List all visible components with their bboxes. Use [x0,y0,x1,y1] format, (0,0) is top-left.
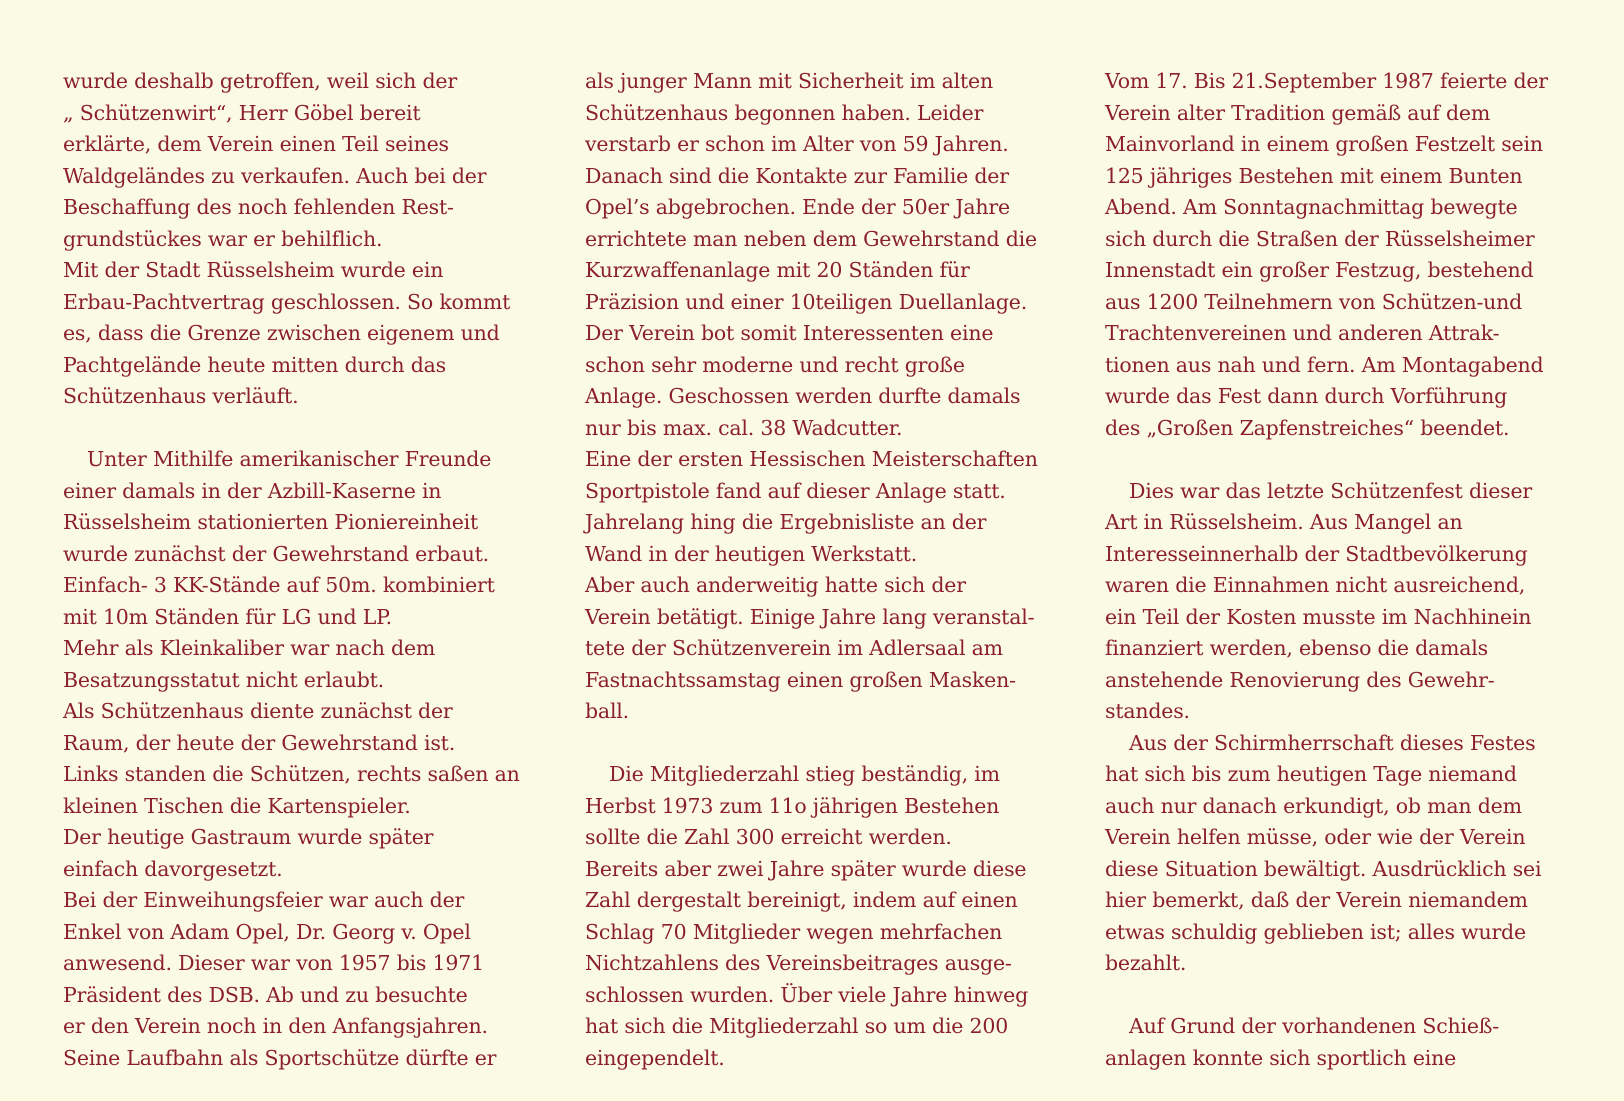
text-line: Eine der ersten Hessischen Meisterschaften [585,447,1038,471]
text-line: Raum, der heute der Gewehrstand ist. [63,730,456,755]
text-line: Trachtenvereinen und anderen Attrak- [1105,321,1500,345]
text-line: Jahrelang hing die Ergebnisliste an der [585,510,987,534]
text-line: Präzision und einer 10teiligen Duellanlage. [585,289,1028,314]
text-column-2 [585,66,1085,1074]
text-line: Nichtzahlens des Vereinsbeitrages ausge- [585,951,1012,975]
text-line: Zahl dergestalt bereinigt, indem auf einen [585,888,1018,912]
text-line: „ Schützenwirt“, Herr Göbel bereit [63,100,421,125]
text-line: als junger Mann mit Sicherheit im alten [585,69,993,93]
text-line: Der Verein bot somit Interessenten eine [585,321,994,345]
text-line: sollte die Zahl 300 erreicht werden. [585,825,952,849]
text-line: Verein helfen müsse, oder wie der Verein [1105,825,1526,849]
paragraph-gap [1105,980,1615,1012]
text-line: er den Verein noch in den Anfangsjahren. [63,1014,488,1038]
text-line: des „Großen Zapfenstreiches“ beendet. [1105,415,1510,440]
text-line: tete der Schützenverein im Adlersaal am [585,636,1003,660]
text-line: Vom 17. Bis 21.September 1987 feierte der [1105,69,1548,93]
text-line: Seine Laufbahn als Sportschütze dürfte er [63,1045,497,1070]
paragraph-gap [63,413,563,445]
text-line: Mehr als Kleinkaliber war nach dem [63,636,436,660]
text-line: hat sich bis zum heutigen Tage niemand [1105,762,1517,786]
text-line: aus 1200 Teilnehmern von Schützen-und [1105,289,1523,314]
text-line: erklärte, dem Verein einen Teil seines [63,132,449,156]
text-line: Verein betätigt. Einige Jahre lang veranstal- [585,604,1035,629]
text-line: Schützenhaus begonnen haben. Leider [585,100,984,125]
text-line: Erbau-Pachtvertrag geschlossen. So kommt [63,289,511,314]
text-line: Links standen die Schützen, rechts saßen an [63,762,520,786]
text-line: bezahlt. [1105,951,1187,975]
text-line: Wand in der heutigen Werkstatt. [585,541,918,566]
text-line: tionen aus nah und fern. Am Montagabend [1105,352,1544,377]
text-line: Danach sind die Kontakte zur Familie der [585,163,1009,188]
text-line: wurde deshalb getroffen, weil sich der [63,69,457,93]
text-line: Beschaffung des noch fehlenden Rest- [63,195,454,219]
text-line: wurde zunächst der Gewehrstand erbaut. [63,541,489,566]
text-line: standes. [1105,699,1190,723]
text-line: anstehende Renovierung des Gewehr- [1105,667,1495,692]
paragraph-gap [1105,444,1615,476]
text-line: Die Mitgliederzahl stieg beständig, im [609,762,1000,786]
text-line: Waldgeländes zu verkaufen. Auch bei der [63,163,487,188]
text-line: kleinen Tischen die Kartenspieler. [63,793,411,818]
text-line: Anlage. Geschossen werden durfte damals [585,384,1021,408]
text-line: Schützenhaus verläuft. [63,384,299,408]
text-line: Mit der Stadt Rüsselsheim wurde ein [63,258,444,282]
text-line: mit 10m Ständen für LG und LP. [63,604,392,629]
text-line: Einfach- 3 KK-Stände auf 50m. kombiniert [63,573,495,597]
text-line: hat sich die Mitgliederzahl so um die 200 [585,1014,1009,1038]
text-line: Schlag 70 Mitglieder wegen mehrfachen [585,919,1003,944]
text-line: Der heutige Gastraum wurde später [63,825,434,849]
text-line: Bei der Einweihungsfeier war auch der [63,888,465,912]
text-line: schon sehr moderne und recht große [585,352,965,377]
text-line: Präsident des DSB. Ab und zu besuchte [63,982,468,1007]
text-line: diese Situation bewältigt. Ausdrücklich sei [1105,856,1542,881]
text-line: anlagen konnte sich sportlich eine [1105,1045,1457,1070]
text-line: Aber auch anderweitig hatte sich der [585,573,966,597]
text-line: Abend. Am Sonntagnachmittag bewegte [1105,195,1518,219]
text-column-3 [1105,66,1615,1074]
text-line: verstarb er schon im Alter von 59 Jahren. [585,132,1009,156]
text-line: nur bis max. cal. 38 Wadcutter. [585,415,903,440]
text-line: Besatzungsstatut nicht erlaubt. [63,667,384,692]
text-line: Mainvorland in einem großen Festzelt sein [1105,132,1543,156]
text-line: Pachtgelände heute mitten durch das [63,352,446,377]
text-line: Opel’s abgebrochen. Ende der 50er Jahre [585,195,1010,219]
text-line: einfach davorgesetzt. [63,856,283,881]
text-line: hier bemerkt, daß der Verein niemandem [1105,888,1528,912]
text-line: es, dass die Grenze zwischen eigenem und [63,321,500,345]
text-line: auch nur danach erkundigt, ob man dem [1105,793,1522,818]
text-line: Rüsselsheim stationierten Pioniereinheit [63,510,479,534]
paragraph-gap [585,728,1085,760]
text-line: anwesend. Dieser war von 1957 bis 1971 [63,951,484,975]
text-line: finanziert werden, ebenso die damals [1105,636,1488,660]
text-line: Auf Grund der vorhandenen Schieß- [1129,1014,1499,1038]
text-line: errichtete man neben dem Gewehrstand die [585,226,1037,251]
text-line: Dies war das letzte Schützenfest dieser [1129,478,1533,503]
text-line: Herbst 1973 zum 11o jährigen Bestehen [585,793,1000,818]
text-line: Kurzwaffenanlage mit 20 Ständen für [585,258,970,282]
text-line: grundstückes war er behilflich. [63,226,383,251]
text-line: Sportpistole fand auf dieser Anlage statt. [585,478,1006,503]
text-line: 125 jähriges Bestehen mit einem Bunten [1105,163,1523,188]
text-line: waren die Einnahmen nicht ausreichend, [1105,573,1526,597]
text-line: Verein alter Tradition gemäß auf dem [1105,100,1491,125]
text-line: schlossen wurden. Über viele Jahre hinweg [585,982,1029,1007]
text-line: Enkel von Adam Opel, Dr. Georg v. Opel [63,919,471,944]
text-line: Unter Mithilfe amerikanischer Freunde [87,447,492,471]
text-line: Fastnachtssamstag einen großen Masken- [585,667,1016,692]
text-line: sich durch die Straßen der Rüsselsheimer [1105,226,1535,251]
text-line: ein Teil der Kosten musste im Nachhinein [1105,604,1532,629]
text-line: Art in Rüsselsheim. Aus Mangel an [1105,510,1463,534]
text-line: wurde das Fest dann durch Vorführung [1105,384,1507,408]
text-line: ball. [585,699,629,723]
text-line: Innenstadt ein großer Festzug, bestehend [1105,258,1534,282]
text-line: Aus der Schirmherrschaft dieses Festes [1129,730,1536,755]
text-column-1 [63,66,563,1074]
text-line: einer damals in der Azbill-Kaserne in [63,478,442,503]
text-line: eingependelt. [585,1045,725,1070]
text-line: Interesseinnerhalb der Stadtbevölkerung [1105,541,1528,566]
text-line: etwas schuldig geblieben ist; alles wurde [1105,919,1526,944]
text-line: Als Schützenhaus diente zunächst der [63,699,453,723]
text-line: Bereits aber zwei Jahre später wurde diese [585,856,1027,881]
